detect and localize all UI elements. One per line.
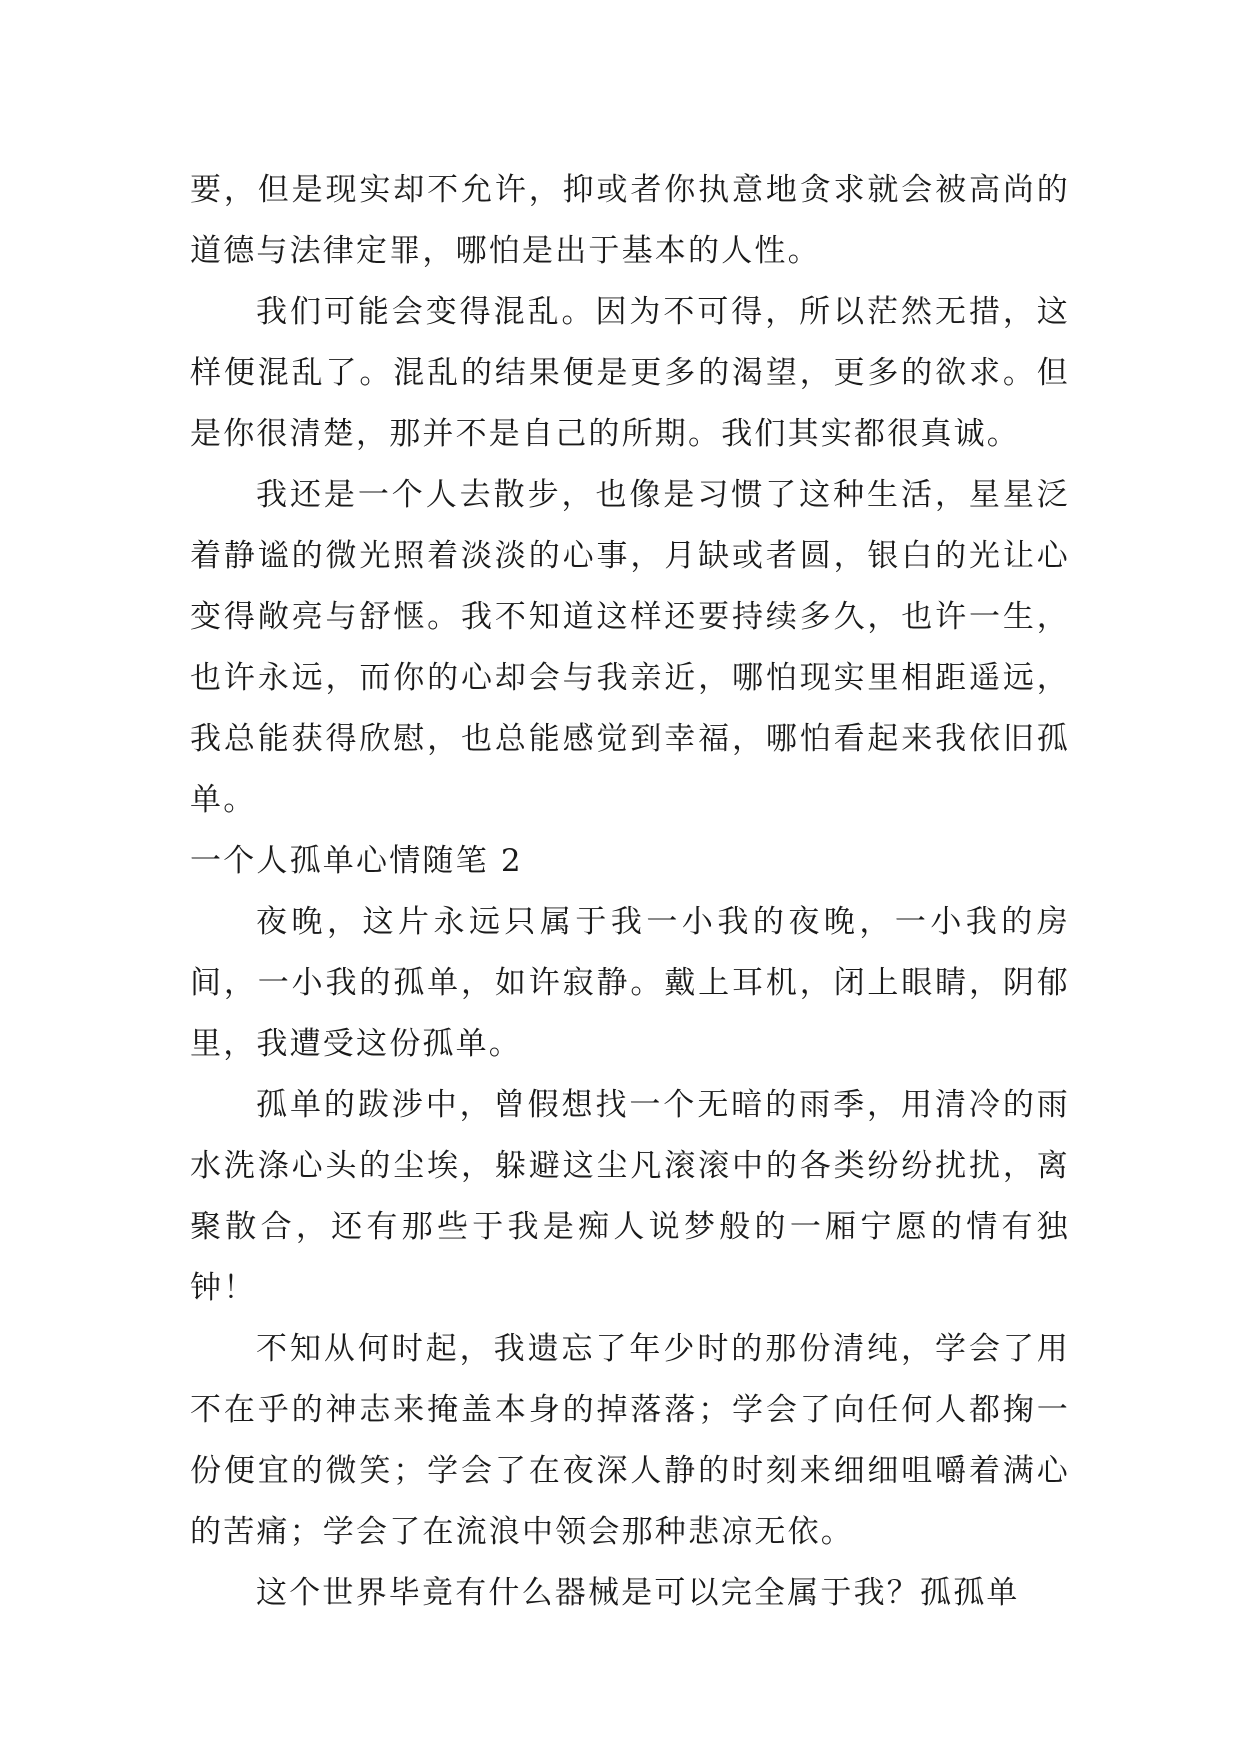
paragraph-6: 不知从何时起，我遗忘了年少时的那份清纯，学会了用不在乎的神志来掩盖本身的掉落落；学会了向任何人都掬一份便宜的微笑；学会了在夜深人静的时刻来细细咀嚼着满心的苦痛；学会了在流浪中领会那种悲凉无依。 — [190, 1331, 1070, 1550]
paragraph-5: 孤单的跋涉中，曾假想找一个无暗的雨季，用清冷的雨水洗涤心头的尘埃，躲避这尘凡滚滚中的各类纷纷扰扰，离聚散合，还有那些于我是痴人说梦般的一厢宁愿的情有独钟！ — [190, 1087, 1070, 1306]
paragraph-3: 我还是一个人去散步，也像是习惯了这种生活，星星泛着静谧的微光照着淡淡的心事，月缺或者圆，银白的光让心变得敞亮与舒惬。我不知道这样还要持续多久，也许一生，也许永远，而你的心却会与我亲近，哪怕现实里相距遥远，我总能获得欣慰，也总能感觉到幸福，哪怕看起来我依旧孤单。 — [190, 477, 1070, 818]
paragraph-1: 要，但是现实却不允许，抑或者你执意地贪求就会被高尚的道德与法律定罪，哪怕是出于基本的人性。 — [190, 172, 1070, 269]
document-body — [190, 160, 1070, 1624]
section-heading: 一个人孤单心情随笔 2 — [190, 843, 523, 879]
paragraph-2: 我们可能会变得混乱。因为不可得，所以茫然无措，这样便混乱了。混乱的结果便是更多的渴望，更多的欲求。但是你很清楚，那并不是自己的所期。我们其实都很真诚。 — [190, 294, 1070, 452]
paragraph-4: 夜晚，这片永远只属于我一小我的夜晚，一小我的房间，一小我的孤单，如许寂静。戴上耳机，闭上眼睛，阴郁里，我遭受这份孤单。 — [190, 904, 1070, 1062]
paragraph-7: 这个世界毕竟有什么器械是可以完全属于我？孤孤单 — [256, 1575, 1020, 1611]
